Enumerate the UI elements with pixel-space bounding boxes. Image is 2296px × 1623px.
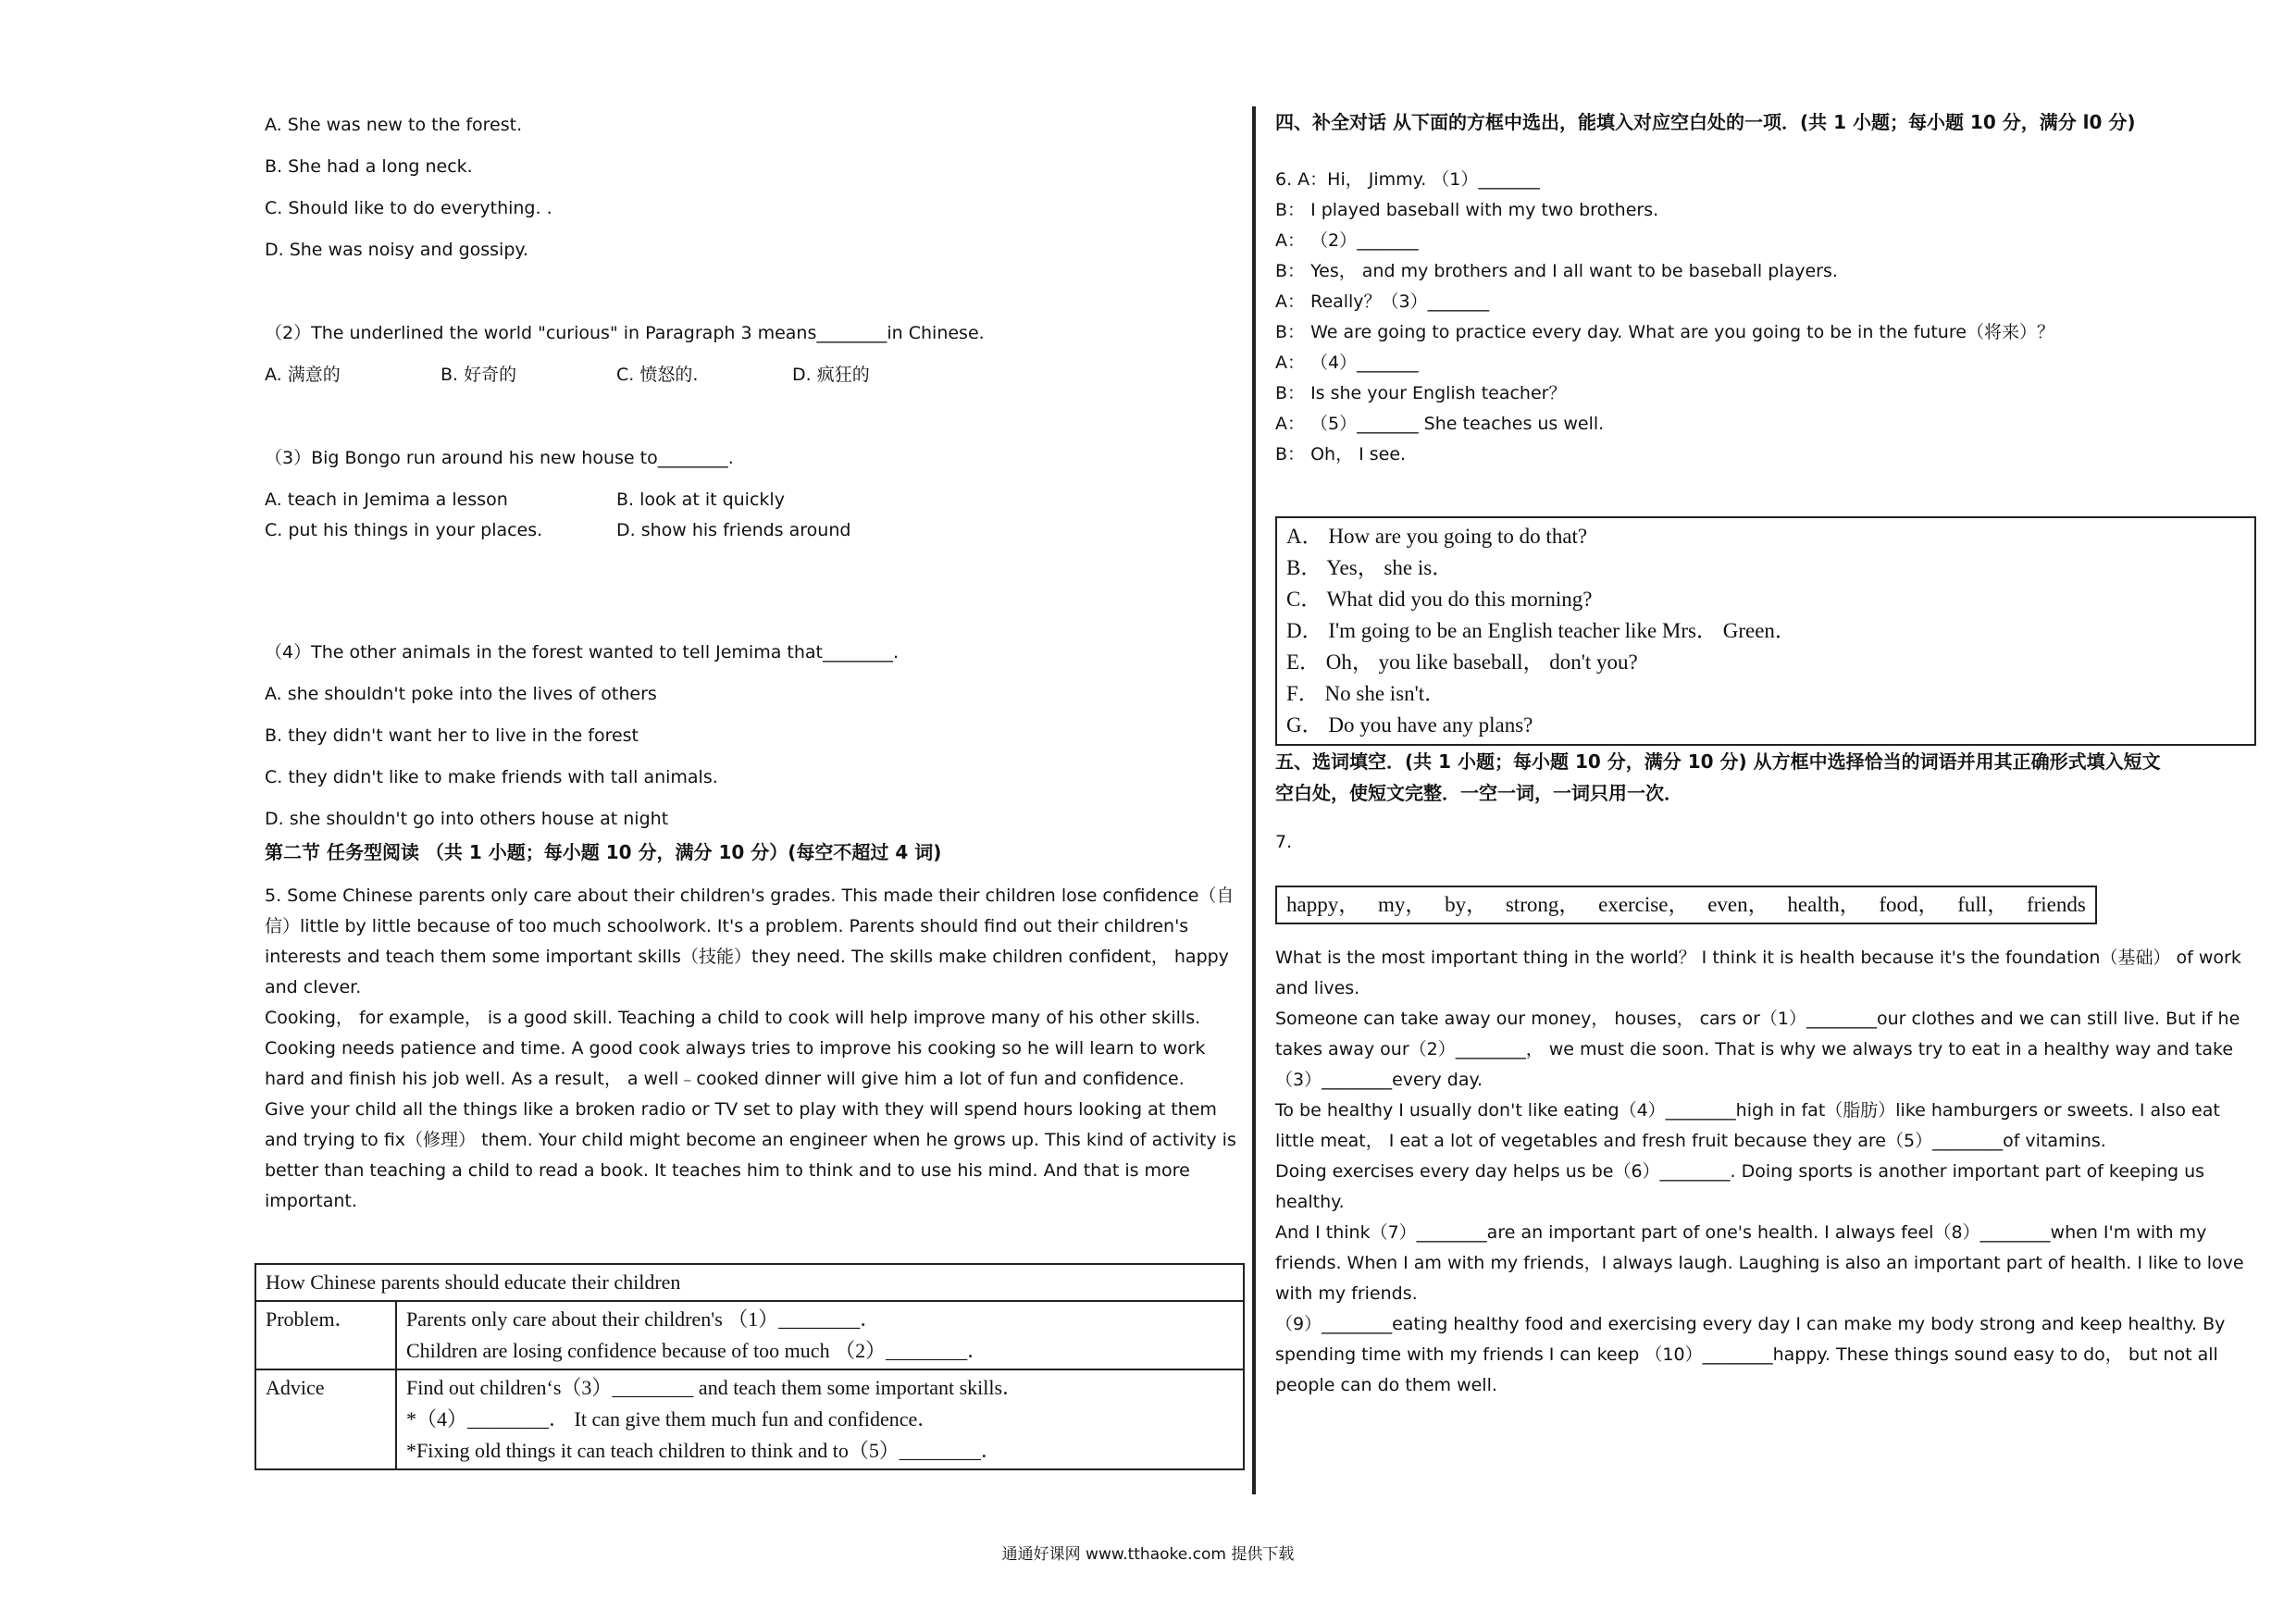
task-table-problem-cell: [396, 1301, 1244, 1369]
q2-option-b: B. 好奇的: [441, 365, 517, 385]
word-bank-item: health，: [1787, 893, 1861, 916]
task-blank-3-line: Find out children‘s（3）________ and teach them some important skills．: [406, 1376, 1024, 1399]
q3-option-b: B. look at it quickly: [616, 489, 785, 510]
word-bank-item: by，: [1445, 893, 1488, 916]
q3-question: （3）Big Bongo run around his new house to________.: [265, 448, 734, 468]
dialogue-option-d: D． I'm going to be an English teacher like Mrs． Green．: [1286, 619, 1796, 642]
dialogue-options-box: [1275, 516, 2256, 746]
column-divider: [1252, 106, 1256, 1494]
q1-option-c: C. Should like to do everything. .: [265, 198, 552, 218]
dialogue-line-2: B： I played baseball with my two brothers.: [1275, 200, 1659, 220]
passage-paragraph-3: Give your child all the things like a broken radio or TV set to play with they will spend hours looking at them and trying to fix（修理） them. Your child might become an engineer when he grows up. This kind of activity is better than teaching a child to read a book. It teaches him to think and to use his mind. And that is more important.: [265, 1099, 1236, 1211]
passage-paragraph-2: Cooking， for example， is a good skill. Teaching a child to cook will help improve many of his other skills. Cooking needs patience and time. A good cook always tries to improve his cooking so he will learn to work hard and finish his job well. As a result， a well﹣cooked dinner will give him a lot of fun and confidence.: [265, 1008, 1206, 1089]
cloze-paragraph-3: To be healthy I usually don't like eating（4）________high in fat（脂肪）like hamburgers or sweets. I also eat little meat， I eat a lot of vegetables and fresh fruit because they are（5）________of vitamins.: [1275, 1100, 2220, 1151]
word-bank-item: happy，: [1286, 893, 1360, 916]
task-table: [254, 1263, 1245, 1470]
dialogue-line-9: A： （5）_______ She teaches us well.: [1275, 414, 1605, 434]
q1-option-d: D. She was noisy and gossipy.: [265, 240, 528, 260]
section2-title: 第二节 任务型阅读 （共 1 小题；每小题 10 分，满分 10 分）(每空不超过 4 词): [265, 841, 942, 863]
left-column: [265, 102, 1236, 1470]
q4-option-a: A. she shouldn't poke into the lives of others: [265, 684, 657, 704]
q3-options-row1: [265, 485, 1236, 515]
dialogue-line-8: B： Is she your English teacher？: [1275, 383, 1567, 403]
word-bank-item: friends: [2026, 893, 2086, 916]
dialogue-option-c: C． What did you do this morning?: [1286, 588, 1593, 611]
dialogue-line-3: A： （2）_______: [1275, 230, 1419, 251]
word-bank-item: even，: [1707, 893, 1769, 916]
dialogue-option-a: A． How are you going to do that?: [1286, 525, 1588, 548]
dialogue-line-10: B： Oh， I see.: [1275, 444, 1407, 465]
cloze-paragraph-6: （9）________eating healthy food and exercising every day I can make my body strong and keep healthy. By spending time with my friends I can keep （10）________happy. These things sound easy to do， but not all people can do them well.: [1275, 1314, 2226, 1395]
dialogue-option-f: F． No she isn't．: [1286, 682, 1446, 705]
q4-question: （4）The other animals in the forest wanted to tell Jemima that________.: [265, 642, 900, 663]
task-table-label-problem: Problem．: [255, 1301, 396, 1369]
dialogue-line-5: A： Really？（3）_______: [1275, 291, 1490, 312]
q2-option-c: C. 愤怒的.: [616, 365, 699, 385]
right-column: [1275, 102, 2256, 1401]
q3-option-a: A. teach in Jemima a lesson: [265, 489, 508, 510]
task-blank-1-line: Parents only care about their children's （1）________．: [406, 1307, 881, 1331]
section5-title-line-1: 五、选词填空．(共 1 小题；每小题 10 分，满分 10 分) 从方框中选择恰当的词语并用其正确形式填入短文: [1275, 750, 2161, 773]
task-table-label-advice: Advice: [255, 1369, 396, 1469]
section5-title-line-2: 空白处，使短文完整．一空一词，一词只用一次．: [1275, 782, 1682, 804]
task-blank-2-line: Children are losing confidence because of too much （2）________．: [406, 1339, 988, 1362]
dialogue-option-b: B． Yes， she is．: [1286, 556, 1454, 579]
q4-option-b: B. they didn't want her to live in the forest: [265, 725, 639, 746]
dialogue-line-1: 6. A：Hi， Jimmy. （1）_______: [1275, 169, 1540, 190]
q2-options: [265, 360, 1236, 390]
q2-option-d: D. 疯狂的: [792, 365, 870, 385]
cloze-paragraph-2: Someone can take away our money， houses， cars or（1）________our clothes and we can still live. But if he takes away our（2）________， we must die soon. That is why we always try to eat in a healthy way and take（3）________every day.: [1275, 1009, 2240, 1090]
dialogue-option-e: E． Oh， you like baseball， don't you?: [1286, 650, 1638, 674]
q3-options-row2: [265, 515, 1236, 546]
dialogue-line-6: B： We are going to practice every day. What are you going to be in the future（将来）？: [1275, 322, 2054, 342]
dialogue-line-4: B： Yes， and my brothers and I all want to be baseball players.: [1275, 261, 1838, 281]
dialogue-line-7: A： （4）_______: [1275, 353, 1419, 373]
section4-title: 四、补全对话 从下面的方框中选出，能填入对应空白处的一项．(共 1 小题；每小题 10 分，满分 l0 分): [1275, 111, 2136, 133]
cloze-paragraph-5: And I think（7）________are an important part of one's health. I always feel（8）________when I'm with my friends. When I am with my friends，I always laugh. Laughing is also an important part of health. I like to love with my friends.: [1275, 1222, 2244, 1304]
q4-option-d: D. she shouldn't go into others house at night: [265, 809, 669, 829]
task-table-title: How Chinese parents should educate their children: [255, 1264, 1244, 1301]
q2-option-a: A. 满意的: [265, 365, 341, 385]
word-bank-item: full，: [1957, 893, 2009, 916]
q4-option-c: C. they didn't like to make friends with tall animals.: [265, 767, 718, 787]
word-bank-item: food，: [1879, 893, 1940, 916]
q7-number: 7.: [1275, 832, 1293, 852]
cloze-paragraph-1: What is the most important thing in the world？ I think it is health because it's the foundation（基础） of work and lives.: [1275, 948, 2241, 998]
dialogue-option-g: G． Do you have any plans?: [1286, 713, 1533, 737]
word-bank-item: exercise，: [1598, 893, 1690, 916]
task-blank-5-line: *Fixing old things it can teach children to think and to（5）________．: [406, 1439, 1001, 1462]
page-footer: 通通好课网 www.tthaoke.com 提供下载: [1001, 1545, 1295, 1564]
q1-option-a: A. She was new to the forest.: [265, 115, 523, 135]
q1-option-b: B. She had a long neck.: [265, 156, 473, 177]
word-bank-item: my，: [1377, 893, 1427, 916]
task-blank-4-line: *（4）________． It can give them much fun and confidence．: [406, 1407, 938, 1431]
q3-option-d: D. show his friends around: [616, 520, 851, 540]
word-bank-box: [1275, 886, 2097, 924]
cloze-paragraph-4: Doing exercises every day helps us be（6）________. Doing sports is another important part of keeping us healthy.: [1275, 1161, 2205, 1212]
q2-question: （2）The underlined the world "curious" in Paragraph 3 means________in Chinese.: [265, 323, 985, 343]
passage-paragraph-1: 5. Some Chinese parents only care about their children's grades. This made their children lose confidence（自信）little by little because of too much schoolwork. It's a problem. Parents should find out their children's interests and teach them some important skills（技能）they need. The skills make children confident， happy and clever.: [265, 886, 1235, 997]
q3-option-c: C. put his things in your places.: [265, 520, 543, 540]
task-table-advice-cell: [396, 1369, 1244, 1469]
word-bank-item: strong，: [1505, 893, 1581, 916]
